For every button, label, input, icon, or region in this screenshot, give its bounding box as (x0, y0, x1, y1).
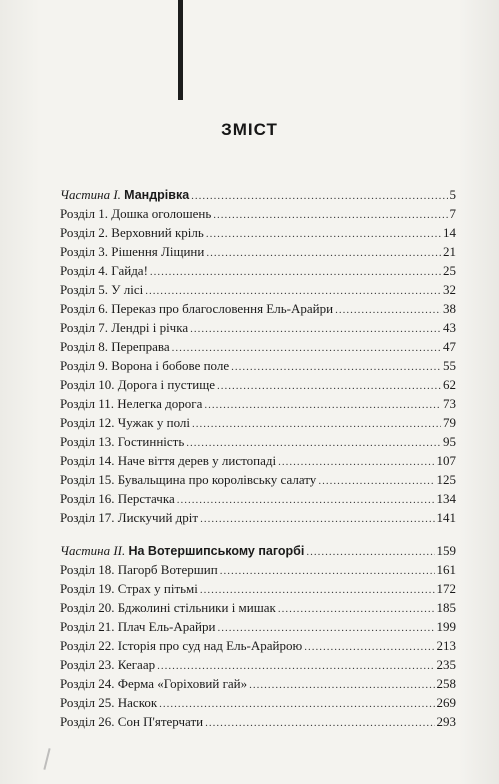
leader-dots (304, 638, 434, 657)
leader-dots (205, 714, 434, 733)
chapter-label: Розділ 26. Сон П'ятерчати (60, 714, 204, 729)
binding-mark (178, 0, 183, 100)
chapter-label: Розділ 6. Переказ про благословення Ель-Арайри (60, 301, 334, 316)
toc-chapter-entry (60, 560, 456, 579)
part-title: Мандрівка (124, 188, 190, 202)
chapter-label: Розділ 17. Лискучий дріт (60, 510, 199, 525)
chapter-label: Розділ 22. Історія про суд над Ель-Арайрою (60, 638, 303, 653)
chapter-label: Розділ 12. Чужак у полі (60, 415, 190, 430)
page-number: 7 (449, 206, 456, 221)
toc-chapter-entry (60, 617, 456, 636)
page-number: 95 (443, 434, 456, 449)
toc-chapter-entry (60, 261, 456, 280)
chapter-label: Розділ 18. Пагорб Вотершип (60, 562, 218, 577)
part-label (60, 541, 304, 561)
table-of-contents (60, 185, 456, 731)
page-number: 5 (449, 187, 456, 202)
page-number: 79 (443, 415, 456, 430)
page-number: 172 (436, 581, 456, 596)
leader-dots (217, 377, 441, 396)
leader-dots (150, 263, 441, 282)
leader-dots (220, 562, 435, 581)
page-number: 258 (436, 676, 456, 691)
chapter-label: Розділ 15. Бувальщина про королівську салату (60, 472, 317, 487)
toc-chapter-entry (60, 204, 456, 223)
leader-dots (190, 320, 441, 339)
leader-dots (231, 358, 441, 377)
page-number: 25 (443, 263, 456, 278)
leader-dots (335, 301, 441, 320)
toc-chapter-entry (60, 451, 456, 470)
leader-dots (318, 472, 434, 491)
toc-chapter-entry (60, 299, 456, 318)
toc-chapter-entry (60, 674, 456, 693)
leader-dots (192, 415, 441, 434)
page-number: 141 (436, 510, 456, 525)
chapter-label: Розділ 13. Гостинність (60, 434, 185, 449)
chapter-label: Розділ 10. Дорога і пустище (60, 377, 215, 392)
leader-dots (206, 244, 441, 263)
toc-chapter-entry (60, 337, 456, 356)
chapter-label: Розділ 7. Лендрі і річка (60, 320, 189, 335)
leader-dots (249, 676, 434, 695)
page-number: 107 (436, 453, 456, 468)
toc-chapter-entry (60, 356, 456, 375)
page-number: 293 (436, 714, 456, 729)
chapter-label: Розділ 20. Бджолині стільники і мишак (60, 600, 276, 615)
page-number: 213 (436, 638, 456, 653)
toc-chapter-entry (60, 242, 456, 261)
toc-part-entry (60, 185, 456, 204)
chapter-label: Розділ 25. Наскок (60, 695, 158, 710)
page-number: 235 (436, 657, 456, 672)
page-number: 21 (443, 244, 456, 259)
chapter-label: Розділ 14. Наче віття дерев у листопаді (60, 453, 277, 468)
toc-chapter-entry (60, 712, 456, 731)
page-number: 185 (436, 600, 456, 615)
toc-chapter-entry (60, 223, 456, 242)
chapter-label: Розділ 21. Плач Ель-Арайри (60, 619, 216, 634)
toc-chapter-entry (60, 318, 456, 337)
chapter-label: Розділ 19. Страх у пітьмі (60, 581, 198, 596)
toc-chapter-entry (60, 655, 456, 674)
chapter-label: Розділ 8. Переправа (60, 339, 170, 354)
page-number: 55 (443, 358, 456, 373)
page-number: 62 (443, 377, 456, 392)
toc-chapter-entry (60, 579, 456, 598)
page-number: 159 (436, 543, 456, 558)
page-number: 47 (443, 339, 456, 354)
leader-dots (204, 396, 441, 415)
toc-part-entry (60, 541, 456, 560)
toc-chapter-entry (60, 375, 456, 394)
page-title: ЗМІСТ (221, 120, 278, 139)
leader-dots (177, 491, 435, 510)
toc-chapter-entry (60, 470, 456, 489)
toc-chapter-entry (60, 598, 456, 617)
toc-chapter-entry (60, 508, 456, 527)
page-number: 161 (436, 562, 456, 577)
toc-chapter-entry (60, 693, 456, 712)
page-number: 134 (436, 491, 456, 506)
part-prefix: Частина II. (60, 543, 126, 558)
toc-chapter-entry (60, 636, 456, 655)
toc-chapter-entry (60, 280, 456, 299)
page-number: 14 (443, 225, 456, 240)
chapter-label: Розділ 1. Дошка оголошень (60, 206, 212, 221)
leader-dots (278, 600, 435, 619)
toc-chapter-entry (60, 432, 456, 451)
chapter-label: Розділ 4. Гайда! (60, 263, 148, 278)
part-prefix: Частина І. (60, 187, 121, 202)
part-title: На Вотершипському пагорбі (128, 544, 305, 558)
chapter-label: Розділ 5. У лісі (60, 282, 144, 297)
chapter-label: Розділ 23. Кегаар (60, 657, 156, 672)
page-number: 73 (443, 396, 456, 411)
toc-chapter-entry (60, 413, 456, 432)
scratch-mark (43, 748, 50, 770)
chapter-label: Розділ 3. Рішення Ліщини (60, 244, 205, 259)
page-number: 269 (436, 695, 456, 710)
leader-dots (306, 543, 434, 562)
leader-dots (206, 225, 441, 244)
leader-dots (191, 187, 447, 206)
toc-chapter-entry (60, 394, 456, 413)
chapter-label: Розділ 9. Ворона і бобове поле (60, 358, 230, 373)
part-label (60, 185, 189, 205)
page-number: 32 (443, 282, 456, 297)
leader-dots (213, 206, 447, 225)
chapter-label: Розділ 16. Перстачка (60, 491, 175, 506)
page-number: 43 (443, 320, 456, 335)
chapter-label: Розділ 11. Нелегка дорога (60, 396, 203, 411)
leader-dots (200, 510, 434, 529)
page-number: 38 (443, 301, 456, 316)
page-number: 125 (436, 472, 456, 487)
toc-chapter-entry (60, 489, 456, 508)
chapter-label: Розділ 2. Верховний кріль (60, 225, 204, 240)
page-number: 199 (436, 619, 456, 634)
chapter-label: Розділ 24. Ферма «Горіховий гай» (60, 676, 248, 691)
